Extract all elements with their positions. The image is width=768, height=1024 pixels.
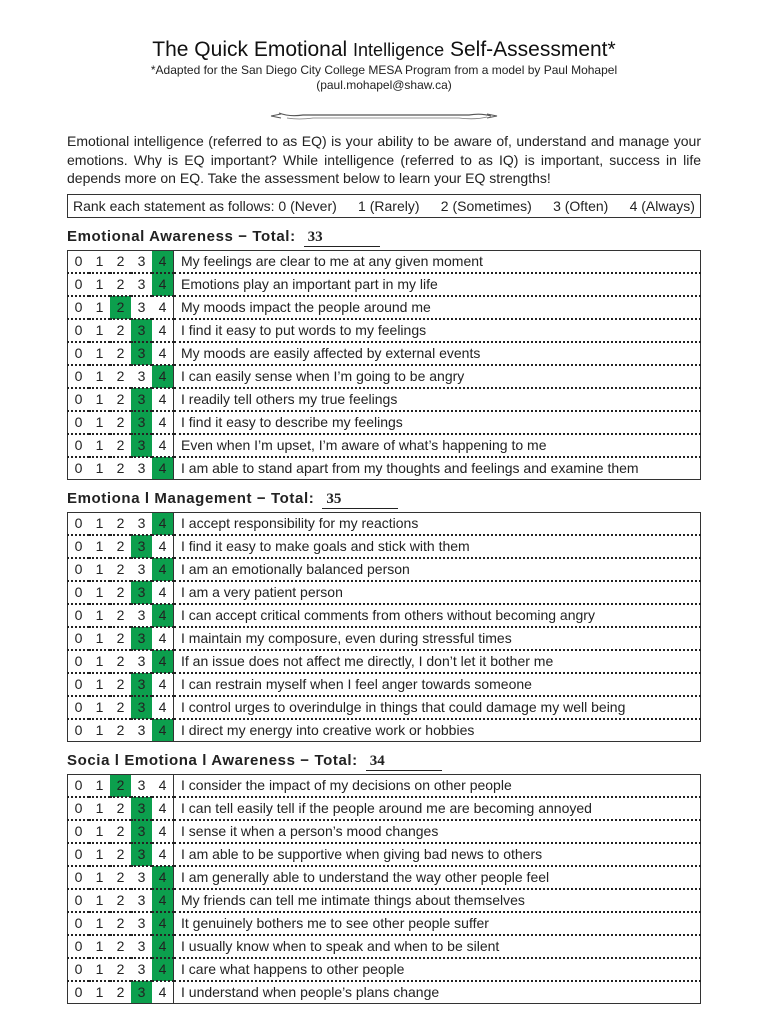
rating-option[interactable]: 3 bbox=[131, 273, 152, 296]
rank-legend-item: 4 (Always) bbox=[629, 197, 695, 214]
statement-text: I care what happens to other people bbox=[174, 958, 701, 981]
rating-option[interactable]: 2 bbox=[110, 627, 131, 650]
rating-option[interactable]: 0 bbox=[68, 411, 90, 434]
statement-text: I can tell easily tell if the people around me are becoming annoyed bbox=[174, 797, 701, 820]
statement-text: It genuinely bothers me to see other people suffer bbox=[174, 912, 701, 935]
rating-option[interactable]: 4 bbox=[152, 342, 174, 365]
rating-option-selected[interactable]: 3 bbox=[131, 434, 152, 457]
rating-option[interactable]: 2 bbox=[110, 273, 131, 296]
statement-text: My moods are easily affected by external events bbox=[174, 342, 701, 365]
rating-option[interactable]: 0 bbox=[68, 673, 90, 696]
rating-option-selected[interactable]: 3 bbox=[131, 319, 152, 342]
rating-option-selected[interactable]: 3 bbox=[131, 342, 152, 365]
statement-table bbox=[67, 774, 701, 1004]
statement-text: I can easily sense when I’m going to be angry bbox=[174, 365, 701, 388]
rating-option[interactable]: 1 bbox=[89, 673, 110, 696]
statement-text: I accept responsibility for my reactions bbox=[174, 512, 701, 535]
section-total: 33 bbox=[304, 228, 380, 247]
statement-row bbox=[68, 434, 701, 457]
rank-legend-item: 3 (Often) bbox=[553, 197, 609, 214]
rating-option[interactable]: 0 bbox=[68, 512, 90, 535]
rating-option[interactable]: 2 bbox=[110, 673, 131, 696]
rating-option[interactable]: 1 bbox=[89, 319, 110, 342]
statement-row bbox=[68, 457, 701, 480]
statement-row bbox=[68, 719, 701, 742]
rating-option[interactable]: 4 bbox=[152, 434, 174, 457]
statement-row bbox=[68, 388, 701, 411]
rating-option[interactable]: 0 bbox=[68, 889, 90, 912]
rating-option-selected[interactable]: 2 bbox=[110, 296, 131, 319]
rating-option[interactable]: 2 bbox=[110, 365, 131, 388]
rank-legend-item: Rank each statement as follows: 0 (Never) bbox=[73, 197, 337, 214]
statement-text: I am an emotionally balanced person bbox=[174, 558, 701, 581]
rating-option[interactable]: 3 bbox=[131, 604, 152, 627]
rating-option[interactable]: 1 bbox=[89, 866, 110, 889]
statement-row bbox=[68, 411, 701, 434]
statement-text: I can restrain myself when I feel anger towards someone bbox=[174, 673, 701, 696]
rating-option[interactable]: 4 bbox=[152, 843, 174, 866]
rating-option-selected[interactable]: 3 bbox=[131, 627, 152, 650]
rank-legend-item: 1 (Rarely) bbox=[358, 197, 420, 214]
statement-row bbox=[68, 365, 701, 388]
rating-option-selected[interactable]: 4 bbox=[152, 604, 174, 627]
assessment-page bbox=[67, 0, 701, 1004]
statement-text: Emotions play an important part in my life bbox=[174, 273, 701, 296]
rating-option[interactable]: 4 bbox=[152, 535, 174, 558]
page-title bbox=[67, 37, 701, 63]
rating-option[interactable]: 0 bbox=[74, 722, 83, 738]
rating-option-selected[interactable]: 4 bbox=[152, 958, 174, 981]
statement-text: I consider the impact of my decisions on other people bbox=[174, 774, 701, 797]
rating-option[interactable]: 0 bbox=[68, 912, 90, 935]
rating-option[interactable]: 2 bbox=[110, 434, 131, 457]
rating-option-selected[interactable]: 3 bbox=[131, 797, 152, 820]
statement-text: My friends can tell me intimate things about themselves bbox=[174, 889, 701, 912]
rank-legend-item: 2 (Sometimes) bbox=[440, 197, 532, 214]
rating-option[interactable]: 0 bbox=[68, 535, 90, 558]
section-heading bbox=[67, 486, 701, 512]
rating-option[interactable]: 0 bbox=[68, 250, 90, 273]
rating-option[interactable]: 1 bbox=[89, 650, 110, 673]
rating-option[interactable]: 3 bbox=[131, 866, 152, 889]
rating-option[interactable]: 0 bbox=[68, 342, 90, 365]
statement-row bbox=[68, 581, 701, 604]
rating-option[interactable]: 1 bbox=[89, 604, 110, 627]
rating-option[interactable]: 2 bbox=[116, 460, 125, 476]
rating-option[interactable]: 4 bbox=[152, 820, 174, 843]
rating-option[interactable]: 2 bbox=[116, 722, 125, 738]
rating-option[interactable]: 0 bbox=[68, 581, 90, 604]
statement-text: I sense it when a person’s mood changes bbox=[174, 820, 701, 843]
rating-option[interactable]: 2 bbox=[110, 797, 131, 820]
rating-option[interactable]: 2 bbox=[110, 411, 131, 434]
assessment-sections bbox=[67, 224, 701, 1004]
statement-text: I am able to stand apart from my thoughts and feelings and examine them bbox=[181, 460, 639, 476]
section-title: Emotional Awareness − Total: bbox=[67, 227, 296, 245]
rating-option[interactable]: 3 bbox=[131, 512, 152, 535]
rating-option[interactable]: 1 bbox=[89, 820, 110, 843]
statement-text: I maintain my composure, even during stressful times bbox=[174, 627, 701, 650]
rating-option[interactable]: 4 bbox=[152, 388, 174, 411]
rating-option[interactable]: 3 bbox=[131, 365, 152, 388]
statement-row bbox=[68, 296, 701, 319]
rating-option[interactable]: 1 bbox=[89, 912, 110, 935]
rating-option[interactable]: 3 bbox=[131, 650, 152, 673]
rating-option[interactable]: 1 bbox=[89, 411, 110, 434]
rating-option[interactable]: 3 bbox=[131, 958, 152, 981]
rating-option[interactable]: 1 bbox=[89, 512, 110, 535]
rating-option[interactable]: 2 bbox=[110, 866, 131, 889]
rating-option[interactable]: 1 bbox=[89, 935, 110, 958]
statement-text: I find it easy to make goals and stick with them bbox=[174, 535, 701, 558]
rating-option[interactable]: 2 bbox=[110, 535, 131, 558]
statement-row bbox=[68, 604, 701, 627]
rating-option[interactable]: 0 bbox=[68, 650, 90, 673]
statement-text: I readily tell others my true feelings bbox=[174, 388, 701, 411]
rating-option[interactable]: 3 bbox=[137, 722, 146, 738]
statement-row bbox=[68, 843, 701, 866]
section-heading bbox=[67, 224, 701, 250]
statement-row bbox=[68, 820, 701, 843]
rating-option-selected[interactable]: 2 bbox=[110, 774, 131, 797]
rating-option[interactable]: 1 bbox=[89, 696, 110, 719]
rating-option[interactable]: 0 bbox=[68, 866, 90, 889]
rating-option-selected[interactable]: 4 bbox=[152, 866, 174, 889]
ornamental-divider bbox=[269, 107, 499, 123]
rating-option-selected[interactable]: 3 bbox=[131, 981, 152, 1004]
statement-row bbox=[68, 273, 701, 296]
rating-option[interactable]: 4 bbox=[152, 696, 174, 719]
rating-option[interactable]: 2 bbox=[110, 581, 131, 604]
rating-option[interactable]: 2 bbox=[110, 342, 131, 365]
rating-option[interactable]: 1 bbox=[89, 958, 110, 981]
statement-row bbox=[68, 889, 701, 912]
rating-option[interactable]: 0 bbox=[68, 774, 90, 797]
rating-option-selected[interactable]: 4 bbox=[152, 273, 174, 296]
rating-option[interactable]: 2 bbox=[110, 650, 131, 673]
statement-text: Even when I’m upset, I’m aware of what’s happening to me bbox=[174, 434, 701, 457]
statement-text: I am a very patient person bbox=[174, 581, 701, 604]
rating-option[interactable]: 0 bbox=[74, 460, 83, 476]
rating-option-selected[interactable]: 3 bbox=[131, 411, 152, 434]
rating-option-selected[interactable]: 4 bbox=[152, 912, 174, 935]
rating-option[interactable]: 2 bbox=[116, 984, 125, 1000]
statement-row bbox=[68, 319, 701, 342]
rating-option[interactable]: 0 bbox=[68, 696, 90, 719]
rating-option-selected[interactable]: 4 bbox=[152, 650, 174, 673]
statement-text: I understand when people’s plans change bbox=[181, 984, 440, 1000]
rating-option[interactable]: 2 bbox=[110, 696, 131, 719]
rating-option[interactable]: 4 bbox=[152, 981, 174, 1004]
statement-text: I am able to be supportive when giving bad news to others bbox=[174, 843, 701, 866]
rating-option[interactable]: 1 bbox=[89, 434, 110, 457]
rating-option[interactable]: 4 bbox=[152, 296, 174, 319]
rating-option[interactable]: 1 bbox=[89, 843, 110, 866]
statement-text: I usually know when to speak and when to be silent bbox=[174, 935, 701, 958]
statement-row bbox=[68, 797, 701, 820]
rating-option[interactable]: 2 bbox=[110, 558, 131, 581]
rating-option[interactable]: 2 bbox=[110, 388, 131, 411]
rating-option[interactable]: 4 bbox=[152, 581, 174, 604]
title-part-1: The Quick Emotional bbox=[152, 38, 348, 61]
title-part-3: Self-Assessment* bbox=[449, 38, 616, 61]
statement-row bbox=[68, 650, 701, 673]
statement-row bbox=[68, 558, 701, 581]
statement-row bbox=[68, 696, 701, 719]
section-total: 35 bbox=[322, 490, 398, 509]
rating-option[interactable]: 1 bbox=[89, 889, 110, 912]
rating-option[interactable]: 0 bbox=[68, 958, 90, 981]
rating-option[interactable]: 2 bbox=[110, 319, 131, 342]
rating-option[interactable]: 0 bbox=[68, 273, 90, 296]
statement-row bbox=[68, 627, 701, 650]
rating-option-selected[interactable]: 3 bbox=[131, 388, 152, 411]
rating-option[interactable]: 1 bbox=[89, 273, 110, 296]
rating-option[interactable]: 3 bbox=[131, 935, 152, 958]
rank-legend bbox=[67, 194, 701, 218]
rating-option[interactable]: 2 bbox=[110, 604, 131, 627]
rating-option[interactable]: 1 bbox=[89, 627, 110, 650]
rating-option-selected[interactable]: 4 bbox=[152, 457, 174, 480]
statement-text: I control urges to overindulge in things that could damage my well being bbox=[174, 696, 701, 719]
rating-option-selected[interactable]: 4 bbox=[152, 719, 174, 742]
rating-option[interactable]: 1 bbox=[89, 250, 110, 273]
rating-option[interactable]: 0 bbox=[68, 319, 90, 342]
statement-table bbox=[67, 512, 701, 742]
statement-text: My feelings are clear to me at any given moment bbox=[174, 250, 701, 273]
rating-option[interactable]: 3 bbox=[131, 558, 152, 581]
statement-row bbox=[68, 342, 701, 365]
rating-option[interactable]: 0 bbox=[68, 820, 90, 843]
rating-option[interactable]: 1 bbox=[89, 365, 110, 388]
section-title: Socia l Emotiona l Awareness − Total: bbox=[67, 751, 358, 769]
statement-text: I find it easy to describe my feelings bbox=[174, 411, 701, 434]
rating-option[interactable]: 0 bbox=[68, 296, 90, 319]
statement-text: My moods impact the people around me bbox=[174, 296, 701, 319]
rating-option[interactable]: 1 bbox=[95, 460, 104, 476]
rating-option[interactable]: 3 bbox=[137, 460, 146, 476]
rating-option[interactable]: 1 bbox=[95, 984, 104, 1000]
statement-row bbox=[68, 912, 701, 935]
rating-option[interactable]: 1 bbox=[89, 388, 110, 411]
rating-option[interactable]: 0 bbox=[68, 388, 90, 411]
rating-option[interactable]: 0 bbox=[68, 627, 90, 650]
rating-option[interactable]: 1 bbox=[89, 535, 110, 558]
rating-option[interactable]: 0 bbox=[68, 434, 90, 457]
rating-option[interactable]: 4 bbox=[152, 627, 174, 650]
rating-option[interactable]: 2 bbox=[110, 958, 131, 981]
rating-option[interactable]: 2 bbox=[110, 843, 131, 866]
rating-option[interactable]: 4 bbox=[152, 411, 174, 434]
rating-option-selected[interactable]: 4 bbox=[152, 558, 174, 581]
rating-option[interactable]: 1 bbox=[89, 342, 110, 365]
statement-text: I find it easy to put words to my feelings bbox=[174, 319, 701, 342]
statement-row bbox=[68, 774, 701, 797]
section-heading bbox=[67, 748, 701, 774]
rating-option-selected[interactable]: 4 bbox=[152, 512, 174, 535]
rating-option[interactable]: 0 bbox=[68, 558, 90, 581]
rating-option-selected[interactable]: 3 bbox=[131, 673, 152, 696]
title-part-2: Intelligence bbox=[353, 40, 445, 60]
rating-option[interactable]: 0 bbox=[74, 984, 83, 1000]
rating-option-selected[interactable]: 3 bbox=[131, 696, 152, 719]
rating-option[interactable]: 1 bbox=[95, 722, 104, 738]
intro-paragraph: Emotional intelligence (referred to as EQ) is your ability to be aware of, understand and manage your emotions. Why is EQ important? While intelligence (referred to as IQ) is important, success in life depends more on EQ. Take the assessment below to learn your EQ strengths! bbox=[67, 133, 701, 186]
subtitle-line-2: (paul.mohapel@shaw.ca) bbox=[316, 78, 452, 92]
statement-row bbox=[68, 981, 701, 1004]
rating-option[interactable]: 2 bbox=[110, 512, 131, 535]
statement-row bbox=[68, 673, 701, 696]
rating-option[interactable]: 3 bbox=[131, 296, 152, 319]
statement-table bbox=[67, 250, 701, 480]
rating-option[interactable]: 4 bbox=[152, 319, 174, 342]
rating-option[interactable]: 0 bbox=[68, 797, 90, 820]
statement-row bbox=[68, 535, 701, 558]
rating-option[interactable]: 0 bbox=[68, 365, 90, 388]
rating-option[interactable]: 0 bbox=[68, 935, 90, 958]
rating-option[interactable]: 3 bbox=[131, 774, 152, 797]
rating-option[interactable]: 1 bbox=[89, 296, 110, 319]
rating-option[interactable]: 1 bbox=[89, 797, 110, 820]
rating-option[interactable]: 3 bbox=[131, 912, 152, 935]
statement-text: I direct my energy into creative work or hobbies bbox=[181, 722, 475, 738]
statement-row bbox=[68, 958, 701, 981]
rating-option[interactable]: 2 bbox=[110, 935, 131, 958]
rating-option-selected[interactable]: 4 bbox=[152, 935, 174, 958]
rating-option[interactable]: 0 bbox=[68, 843, 90, 866]
rating-option-selected[interactable]: 3 bbox=[131, 581, 152, 604]
statement-text: I can accept critical comments from others without becoming angry bbox=[174, 604, 701, 627]
rating-option[interactable]: 1 bbox=[89, 558, 110, 581]
rating-option[interactable]: 3 bbox=[131, 889, 152, 912]
rating-option[interactable]: 2 bbox=[110, 820, 131, 843]
subtitle-line-1: *Adapted for the San Diego City College MESA Program from a model by Paul Mohapel bbox=[150, 63, 618, 77]
rating-option-selected[interactable]: 4 bbox=[152, 889, 174, 912]
statement-row bbox=[68, 935, 701, 958]
rating-option-selected[interactable]: 3 bbox=[131, 843, 152, 866]
statement-text: I am generally able to understand the way other people feel bbox=[174, 866, 701, 889]
rating-option[interactable]: 4 bbox=[152, 797, 174, 820]
statement-text: If an issue does not affect me directly, I don’t let it bother me bbox=[174, 650, 701, 673]
rating-option[interactable]: 1 bbox=[89, 774, 110, 797]
rating-option[interactable]: 4 bbox=[152, 673, 174, 696]
rating-option[interactable]: 1 bbox=[89, 581, 110, 604]
rating-option[interactable]: 3 bbox=[131, 250, 152, 273]
section-total: 34 bbox=[366, 752, 442, 771]
section-title: Emotiona l Management − Total: bbox=[67, 489, 315, 507]
statement-row bbox=[68, 512, 701, 535]
rating-option[interactable]: 4 bbox=[152, 774, 174, 797]
rating-option[interactable]: 2 bbox=[110, 250, 131, 273]
statement-row bbox=[68, 866, 701, 889]
rating-option[interactable]: 2 bbox=[110, 889, 131, 912]
rating-option[interactable]: 2 bbox=[110, 912, 131, 935]
rating-option[interactable]: 0 bbox=[68, 604, 90, 627]
rating-option-selected[interactable]: 4 bbox=[152, 365, 174, 388]
rating-option-selected[interactable]: 3 bbox=[131, 820, 152, 843]
rating-option-selected[interactable]: 3 bbox=[131, 535, 152, 558]
rating-option-selected[interactable]: 4 bbox=[152, 250, 174, 273]
statement-row bbox=[68, 250, 701, 273]
